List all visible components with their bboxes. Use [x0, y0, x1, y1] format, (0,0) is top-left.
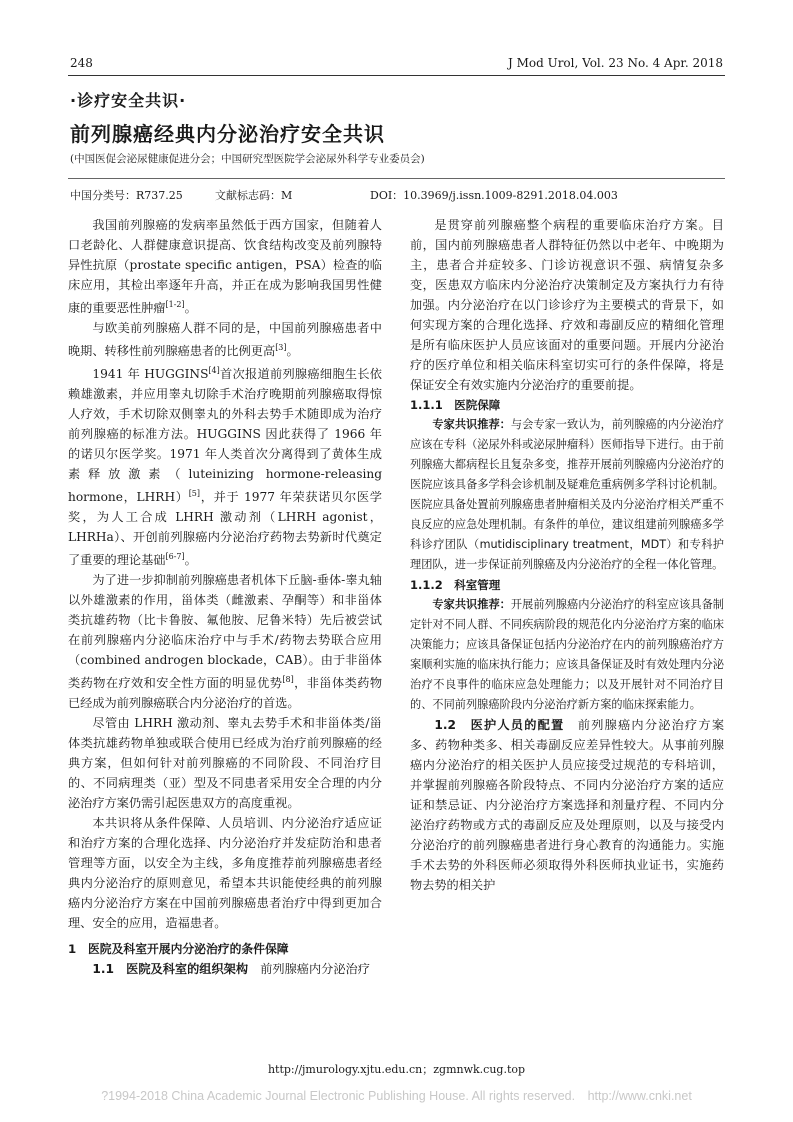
citation-ref[interactable]: [3]	[275, 343, 287, 353]
subsection-heading-1-1-2: 1.1.2 科室管理	[410, 578, 501, 592]
left-column	[68, 215, 382, 979]
expert-recommendation: 专家共识推荐：与会专家一致认为，前列腺癌的内分泌治疗应该在专科（泌尿外科或泌尿肿瘤科）医师指导下进行。由于前列腺癌大都病程长且复杂多变，推荐开展前列腺癌内分泌治疗的医院应该具备多学科会诊机制及疑难危重病例多学科讨论机制。医院应具备处置前列腺癌患者肿瘤相关及内分泌治疗相关严重不良反应的应急处理机制。有条件的单位，建议组建前列腺癌多学科诊疗团队（mutidisciplinary treatment，MDT）和专科护理团队，进一步保证前列腺癌及内分泌治疗的全程一体化管理。	[410, 418, 724, 571]
article-title: 前列腺癌经典内分泌治疗安全共识	[70, 122, 385, 146]
classification-number: 中国分类号：R737.25	[70, 189, 183, 202]
citation-ref[interactable]: [8]	[282, 675, 294, 685]
paragraph: 与欧美前列腺癌人群不同的是，中国前列腺癌患者中晚期、转移性前列腺癌患者的比例更高[3]。	[68, 321, 382, 359]
paragraph: 是贯穿前列腺癌整个病程的重要临床治疗方案。目前，国内前列腺癌患者人群特征仍然以中老年、中晚期为主，患者合并症较多、门诊访视意识不强、病情复杂多变，医患双方临床内分泌治疗决策制定及方案执行力有待加强。内分泌治疗在以门诊诊疗为主要模式的背景下，如何实现方案的合理化选择、疗效和毒副反应的精细化管理是所有临床医护人员应该面对的重要问题。开展内分泌治疗的医疗单位和相关临床科室切实可行的条件保障，将是保证安全有效实施内分泌治疗的重要前提。	[410, 218, 724, 392]
subsection-heading: 1.2 医护人员的配置	[434, 718, 565, 732]
citation-ref[interactable]: [4]	[208, 366, 220, 376]
recommendation-label: 专家共识推荐：	[432, 598, 511, 611]
header-rule	[68, 75, 725, 76]
citation-ref[interactable]: [6-7]	[165, 552, 185, 562]
journal-citation: J Mod Urol, Vol. 23 No. 4 Apr. 2018	[507, 56, 723, 70]
meta-rule	[68, 178, 725, 179]
section-tag: ·诊疗安全共识·	[70, 91, 187, 110]
paragraph: 我国前列腺癌的发病率虽然低于西方国家，但随着人口老龄化、人群健康意识提高、饮食结构改变及前列腺特异性抗原（prostate specific antigen，PSA）检查的临床应用，其检出率逐年升高，并正在成为影响我国男性健康的重要恶性肿瘤[1-2]。	[68, 218, 382, 316]
recommendation-label: 专家共识推荐：	[432, 418, 511, 431]
subsection-1-2: 1.2 医护人员的配置 前列腺癌内分泌治疗方案多、药物种类多、相关毒副反应差异性较大。从事前列腺癌内分泌治疗的相关医护人员应接受过规范的专科培训，并掌握前列腺癌各阶段特点、不同内分泌治疗方案的适应证和禁忌证、内分泌治疗方案选择和剂量疗程、不同内分泌治疗药物或方式的毒副反应及处理原则，以及与接受内分泌治疗的前列腺癌患者进行身心教育的沟通能力。实施手术去势的外科医师必须取得外科医师执业证书，实施药物去势的相关护	[410, 718, 725, 892]
page-number: 248	[70, 56, 93, 70]
authors-affiliation: (中国医促会泌尿健康促进分会；中国研究型医院学会泌尿外科学专业委员会)	[70, 153, 425, 165]
paragraph: 1941 年 HUGGINS[4]首次报道前列腺癌细胞生长依赖雄激素，并应用睾丸切除手术治疗晚期前列腺癌取得惊人疗效，手术切除双侧睾丸的外科去势手术随即成为治疗前列腺癌的标准方法。HUGGINS 因此获得了 1966 年的诺贝尔医学奖。1971 年人类首次分离得到了黄体生成素释放激素（luteinizing hormone-releasing hormone，LHRH）[5]，并于 1977 年荣获诺贝尔医学奖，为人工合成 LHRH 激动剂（LHRH agonist，LHRHa）、开创前列腺癌内分泌治疗药物去势新时代奠定了重要的理论基础[6-7]。	[68, 366, 382, 568]
expert-recommendation: 专家共识推荐：开展前列腺癌内分泌治疗的科室应该具备制定针对不同人群、不同疾病阶段的规范化内分泌治疗方案的临床决策能力；应该具备保证包括内分泌治疗在内的前列腺癌治疗方案顺利实施的临床执行能力；应该具备保证及时有效处理内分泌治疗不良事件的临床应急处理能力；以及开展针对不同治疗目的、不同前列腺癌阶段内分泌治疗新方案的临床探索能力。	[410, 598, 724, 711]
paragraph: 本共识将从条件保障、人员培训、内分泌治疗适应证和治疗方案的合理化选择、内分泌治疗并发症防治和患者管理等方面，以安全为主线，多角度推荐前列腺癌患者经典内分泌治疗的原则意见，希望本共识能使经典的前列腺癌内分泌治疗方案在中国前列腺癌患者治疗中得到更加合理、安全的应用，造福患者。	[68, 816, 382, 931]
document-code: 文献标志码：M	[215, 189, 293, 202]
right-column	[410, 215, 724, 895]
subsection-heading: 1.1 医院及科室的组织架构	[92, 962, 249, 977]
paragraph: 尽管由 LHRH 激动剂、睾丸去势手术和非甾体类/甾体类抗雄药物单独或联合使用已经成为治疗前列腺癌的经典方案，但如何针对前列腺癌的不同阶段、不同治疗目的、不同病理类（亚）型及不同患者采用安全合理的内分泌治疗方案仍需引起医患双方的高度重视。	[68, 716, 382, 811]
citation-ref[interactable]: [5]	[188, 489, 201, 499]
citation-ref[interactable]: [1-2]	[165, 300, 185, 309]
paragraph: 为了进一步抑制前列腺癌患者机体下丘脑-垂体-睾丸轴以外雄激素的作用，甾体类（雌激素、孕酮等）和非甾体类抗雄药物（比卡鲁胺、氟他胺、尼鲁米特）先后被尝试在前列腺癌内分泌临床治疗中与手术/药物去势联合应用（combined androgen blockade，CAB）。由于非甾体类药物在疗效和安全性方面的明显优势[8]，非甾体类药物已经成为前列腺癌联合内分泌治疗的首选。	[68, 573, 383, 711]
subsection-heading-1-1-1: 1.1.1 医院保障	[410, 398, 501, 412]
subsection-1-1: 1.1 医院及科室的组织架构 前列腺癌内分泌治疗	[92, 962, 370, 977]
footer-url[interactable]: http://jmurology.xjtu.edu.cn；zgmnwk.cug.top	[267, 1063, 526, 1076]
copyright-watermark: ?1994-2018 China Academic Journal Electronic Publishing House. All rights reserved. http://www.cnki.net	[101, 1089, 692, 1103]
section-heading-1: 1 医院及科室开展内分泌治疗的条件保障	[68, 942, 289, 957]
doi: DOI：10.3969/j.issn.1009-8291.2018.04.003	[370, 189, 618, 202]
